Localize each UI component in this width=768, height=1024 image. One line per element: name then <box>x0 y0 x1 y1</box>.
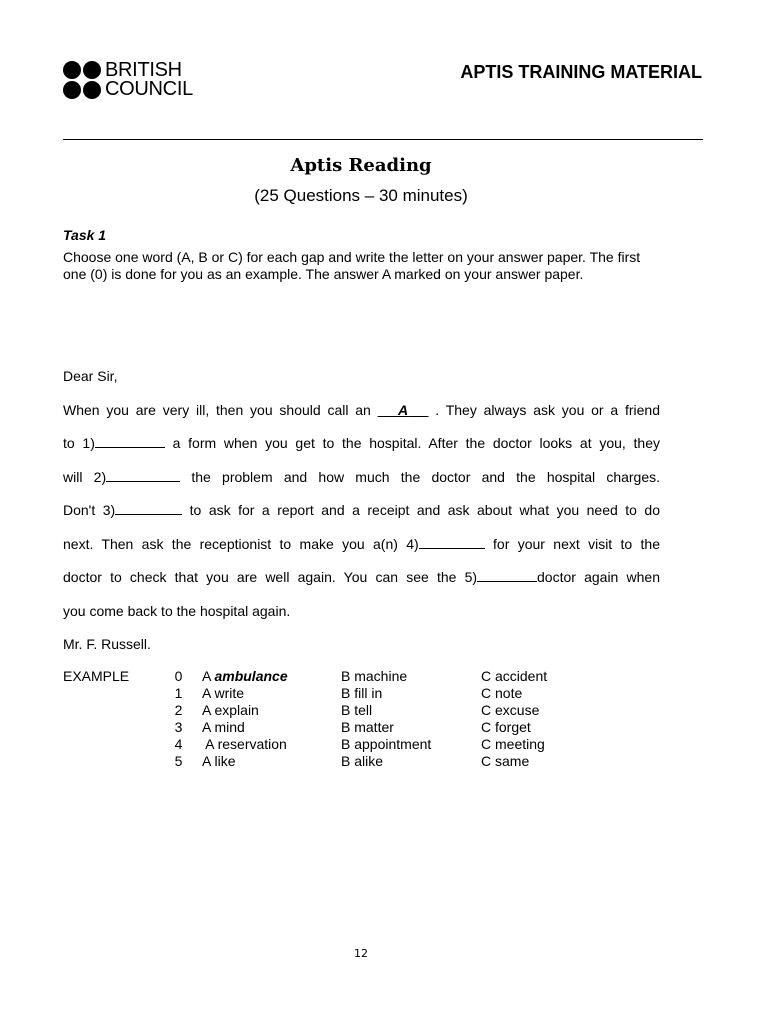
gap-5 <box>477 569 537 582</box>
task-instructions: Choose one word (A, B or C) for each gap and write the letter on your answer paper. The first one (0) is done for you as an example. The answer A marked on your answer paper. <box>63 249 641 282</box>
example-answer: A <box>397 401 409 418</box>
option-a: A write <box>202 685 245 701</box>
answer-options-table <box>63 668 601 770</box>
options-row <box>63 668 601 685</box>
option-c: C accident <box>481 668 548 684</box>
letter-line-3: will 2) the problem and how much the doctor and the hospital charges. <box>63 468 661 485</box>
option-a: A reservation <box>202 736 287 752</box>
option-b: B tell <box>341 702 373 718</box>
option-b: B fill in <box>341 685 383 701</box>
letter-line-2: to 1) a form when you get to the hospital. After the doctor looks at you, they <box>63 435 660 451</box>
options-row <box>63 685 601 702</box>
task-label: Task 1 <box>63 227 107 243</box>
logo-text <box>105 61 193 99</box>
option-c: C excuse <box>481 702 540 718</box>
option-b: B matter <box>341 719 394 735</box>
letter-line-4: Don't 3) to ask for a report and a receipt and ask about what you need to do <box>63 502 660 518</box>
option-c: C same <box>481 753 530 769</box>
letter-body <box>63 368 660 670</box>
british-council-logo <box>63 59 193 101</box>
options-row <box>63 736 601 753</box>
gap-1 <box>95 435 165 448</box>
option-c: C note <box>481 685 523 701</box>
options-row <box>63 719 601 736</box>
header-divider <box>63 139 703 140</box>
question-number: 4 <box>174 736 183 752</box>
logo-line-2: COUNCIL <box>105 78 193 100</box>
option-a: A ambulance <box>202 668 288 684</box>
option-b: B appointment <box>341 736 432 752</box>
letter-line-1: When you are very ill, then you should call an A . They always ask you or a friend <box>63 401 660 418</box>
letter-line-6: doctor to check that you are well again. You can see the 5) doctor again when <box>63 569 660 585</box>
gap-2 <box>106 469 180 482</box>
option-b: B machine <box>341 668 408 684</box>
option-a: A explain <box>202 702 259 718</box>
letter-line-5: next. Then ask the receptionist to make you a(n) 4) for your next visit to the <box>63 535 660 552</box>
options-row <box>63 753 601 770</box>
options-row <box>63 702 601 719</box>
letter-line-7: you come back to the hospital again. <box>63 602 291 619</box>
option-a: A like <box>202 753 236 769</box>
question-number: 3 <box>174 719 183 735</box>
header-title: APTIS TRAINING MATERIAL <box>460 62 702 82</box>
page-subtitle: (25 Questions – 30 minutes) <box>254 186 468 205</box>
page-title: Aptis Reading <box>290 155 432 176</box>
question-number: 2 <box>174 702 183 718</box>
question-number: 0 <box>174 668 183 684</box>
page-number: 12 <box>354 947 368 960</box>
example-label: EXAMPLE <box>63 668 130 684</box>
question-number: 5 <box>174 753 183 769</box>
option-b: B alike <box>341 753 384 769</box>
logo-dots-icon <box>63 61 101 99</box>
gap-4 <box>419 536 485 549</box>
gap-3 <box>115 502 182 515</box>
question-number: 1 <box>174 685 183 701</box>
option-c: C forget <box>481 719 531 735</box>
logo-line-1: BRITISH <box>105 59 182 81</box>
option-a: A mind <box>202 719 245 735</box>
letter-greeting: Dear Sir, <box>63 368 118 384</box>
letter-signoff: Mr. F. Russell. <box>63 636 151 652</box>
option-c: C meeting <box>481 736 545 752</box>
